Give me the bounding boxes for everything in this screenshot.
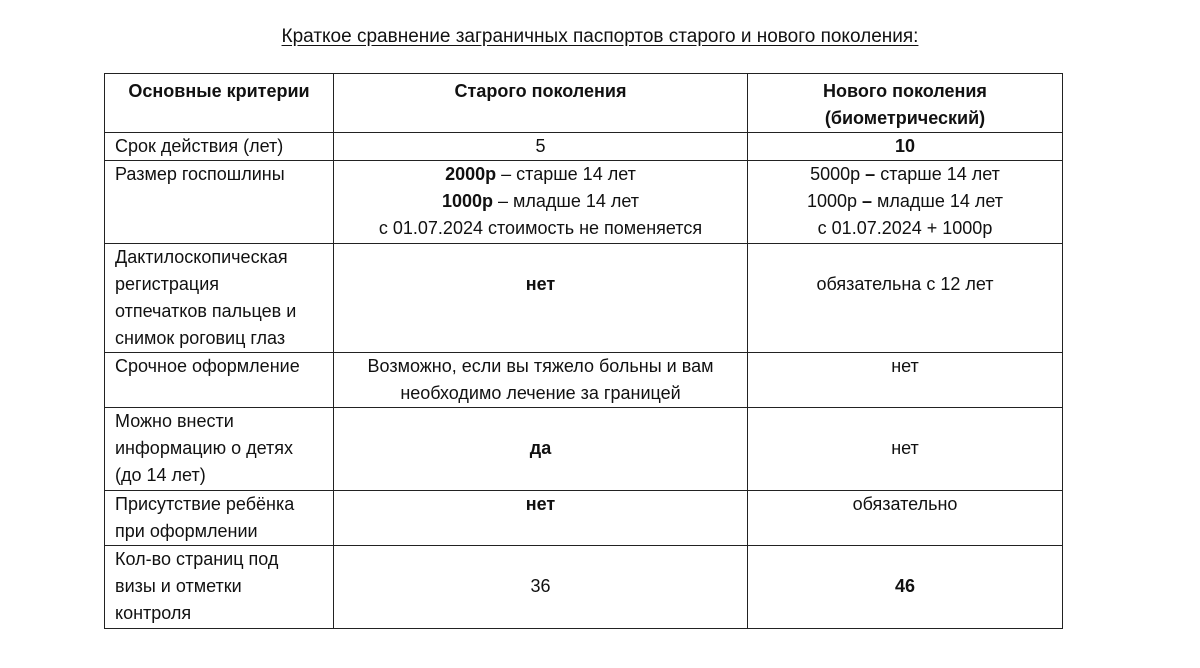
row-criterion: Срок действия (лет) — [105, 133, 334, 161]
row-new-value — [748, 161, 1063, 244]
row-new-value: 46 — [748, 546, 1063, 629]
fee-line: 1000р – младше 14 лет — [806, 191, 1004, 211]
row-new-value: обязательна с 12 лет — [748, 244, 1063, 353]
row-new-value: нет — [748, 353, 1063, 408]
row-old-value: Возможно, если вы тяжело больны и вам необходимо лечение за границей — [334, 353, 748, 408]
row-old-value — [334, 161, 748, 244]
page-title: Краткое сравнение заграничных паспортов старого и нового поколения: — [281, 26, 919, 47]
fee-line: 1000р – младше 14 лет — [441, 191, 640, 211]
row-new-value: 10 — [748, 133, 1063, 161]
row-old-value: нет — [334, 244, 748, 353]
row-old-value: 5 — [334, 133, 748, 161]
row-new-value: обязательно — [748, 491, 1063, 546]
row-old-value: да — [334, 408, 748, 491]
row-criterion: Кол-во страниц под визы и отметки контроля — [105, 546, 334, 629]
header-new-generation: Нового поколения (биометрический) — [748, 74, 1063, 133]
row-criterion: Размер госпошлины — [105, 161, 334, 244]
row-criterion: Срочное оформление — [105, 353, 334, 408]
fee-line: 2000р – старше 14 лет — [445, 164, 636, 184]
fee-note: с 01.07.2024 + 1000р — [817, 218, 993, 238]
table-row — [105, 161, 1063, 244]
row-criterion: Можно внести информацию о детях (до 14 лет) — [105, 408, 334, 491]
table-row — [105, 244, 1063, 353]
table-row — [105, 408, 1063, 491]
row-criterion: Дактилоскопическая регистрация отпечатков пальцев и снимок роговиц глаз — [105, 244, 334, 353]
row-new-value: нет — [748, 408, 1063, 491]
row-criterion: Присутствие ребёнка при оформлении — [105, 491, 334, 546]
fee-note: с 01.07.2024 стоимость не поменяется — [378, 218, 703, 238]
row-old-value: нет — [334, 491, 748, 546]
table-row — [105, 491, 1063, 546]
table-header-row — [105, 74, 1063, 133]
comparison-table — [104, 73, 1063, 629]
header-criteria: Основные критерии — [105, 74, 334, 133]
fee-line: 5000р – старше 14 лет — [810, 164, 1000, 184]
row-old-value: 36 — [334, 546, 748, 629]
table-row — [105, 353, 1063, 408]
header-old-generation: Старого поколения — [334, 74, 748, 133]
table-row — [105, 546, 1063, 629]
table-row — [105, 133, 1063, 161]
